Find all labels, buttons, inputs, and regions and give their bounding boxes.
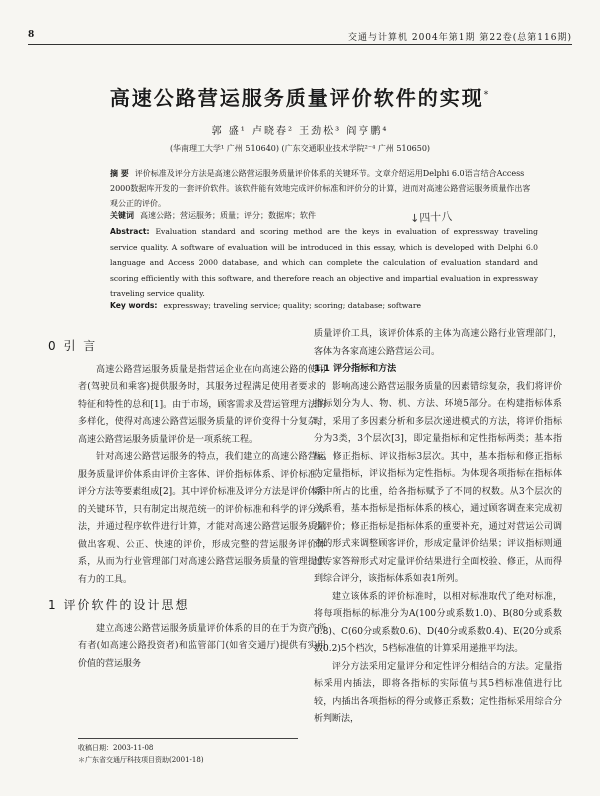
keywords-english (110, 298, 538, 313)
keywords-cn-text: 高速公路；营运服务；质量；评分；数据库；软件 (140, 211, 316, 220)
title-footnote-mark: * (483, 90, 491, 101)
abstract-english (110, 224, 538, 302)
abstract-cn-text: 评价标准及评分方法是高速公路营运服务质量评价体系的关键环节。文章介绍运用Delphi 6.0语言结合Access 2000数据库开发的一套评价软件。该软件能有效地完成评价标准和评价分的计算，进而对高速公路营运服务质量作出客观公正的评价。 (110, 169, 531, 208)
handwritten-annotation: ↓四十八 (409, 209, 453, 226)
keywords-en-text: expressway; traveling service; quality; scoring; database; software (163, 301, 421, 310)
keywords-cn-label: 关键词 (110, 211, 134, 220)
section-1-heading: 1 评价软件的设计思想 (48, 598, 190, 612)
right-column-continuation: 质量评价工具，该评价体系的主体为高速公路行业管理部门，客体为各家高速公路营运公司。 (314, 329, 562, 357)
paper-title (0, 82, 600, 111)
page-header (28, 28, 572, 45)
abstract-en-text: Evaluation standard and scoring method are the keys in evaluation of expressway traveling service quality. A software of evaluation will be introduced in this essay, which is developed with Delphi 6.0 language and Access 2000 database, and which can complete the calculation of evaluation standard and scoring efficiently with this software, and therefore reach an objective and impartial evaluation in expressway traveling service quality. (110, 227, 538, 298)
section-0-heading: 0 引 言 (48, 339, 98, 353)
abstract-cn-label: 摘 要 (110, 169, 129, 178)
running-head: 交通与计算机 2004年第1期 第22卷(总第116期) (347, 33, 572, 43)
section-0-paragraph-1: 高速公路营运服务质量是指营运企业在向高速公路的使用者(驾驶员和乘客)提供服务时，其服务过程满足使用者要求的特征和特性的总和[1]。由于市场，顾客需求及营运管理方法的多样化，使得对高速公路营运服务质量的评价变得十分复杂，高速公路营运服务质量评价是一项系统工程。 (78, 364, 326, 445)
section-1-paragraph-1: 建立高速公路营运服务质量评价体系的目的在于为资产所有者(如高速公路投资者)和监管部门(如省交通厅)提供有实用价值的营运服务 (78, 623, 326, 669)
abstract-chinese (110, 166, 538, 211)
title-text: 高速公路营运服务质量评价软件的实现 (109, 86, 484, 110)
keywords-en-label: Key words: (110, 301, 158, 310)
subsection-1-1-paragraph-2: 建立该体系的评价标准时，以相对标准取代了绝对标准，将每项指标的标准分为A(100分或系数1.0)、B(80分或系数0.8)、C(60分或系数0.6)、D(40分或系数0.4)、E(20分或系数0.2)5个档次，5档标准值的计算采用递推平均法。 (314, 591, 562, 654)
left-column (48, 330, 326, 673)
affiliations: (华南理工大学¹ 广州 510640) (广东交通职业技术学院²⁻⁴ 广州 510650) (169, 144, 431, 153)
footnote (78, 738, 298, 766)
author-list: 郭 盛¹ 卢晓春² 王劲松³ 阎亨鹏⁴ (211, 126, 389, 137)
section-0-paragraph-2: 针对高速公路营运服务的特点，我们建立的高速公路营运服务质量评价体系由评价主客体、评价指标体系、评价标准、评分方法等要素组成[2]。其中评价标准及评分方法是评价体系的关键环节，只有制定出规范统一的评价标准和科学的评分方法，并通过程序软件进行计算，才能对高速公路营运服务质量做出客观、公正、快速的评价，形成完整的营运服务评价体系，从而为行业管理部门对高速公路营运服务质量的管理提供有力的工具。 (78, 452, 326, 585)
funding-note: ＊广东省交通厅科技项目资助(2001-18) (78, 756, 204, 764)
abstract-en-label: Abstract: (110, 227, 150, 236)
subsection-1-1-paragraph-1: 影响高速公路营运服务质量的因素错综复杂，我们将评价指标划分为人、物、机、方法、环境5部分。在构建指标体系时，采用了多因素分析和多层次递进模式的方法，将评价指标分为3类，3个层次[3]，即定量指标和定性指标两类；基本指标、修正指标、评议指标3层次。其中，基本指标和修正指标为定量指标，评议指标为定性指标。为体现各项指标在指标体系中所占的比重，给各指标赋予了不同的权数。从3个层次的关系看，基本指标是指标体系的核心，通过顾客调查来完成初步评价；修正指标是指标体系的重要补充，通过对营运公司调查的形式来调整顾客评价，形成定量评价结果；评议指标则通过专家答辩形式对定量评价结果进行全面校验、修正，从而得到综合评分，该指标体系如表1所列。 (314, 381, 562, 584)
received-date: 收稿日期：2003-11-08 (78, 744, 154, 752)
right-column (314, 326, 562, 729)
keywords-chinese (110, 208, 538, 223)
page-number: 8 (28, 30, 35, 40)
subsection-1-1-paragraph-3: 评分方法采用定量评分和定性评分相结合的方法。定量指标采用内插法，即将各指标的实际值与其5档标准值进行比较，内插出各项指标的得分或修正系数；定性指标采用综合分析判断法， (314, 661, 562, 724)
subsection-1-1-heading: 1.1 评分指标和方法 (314, 364, 397, 374)
